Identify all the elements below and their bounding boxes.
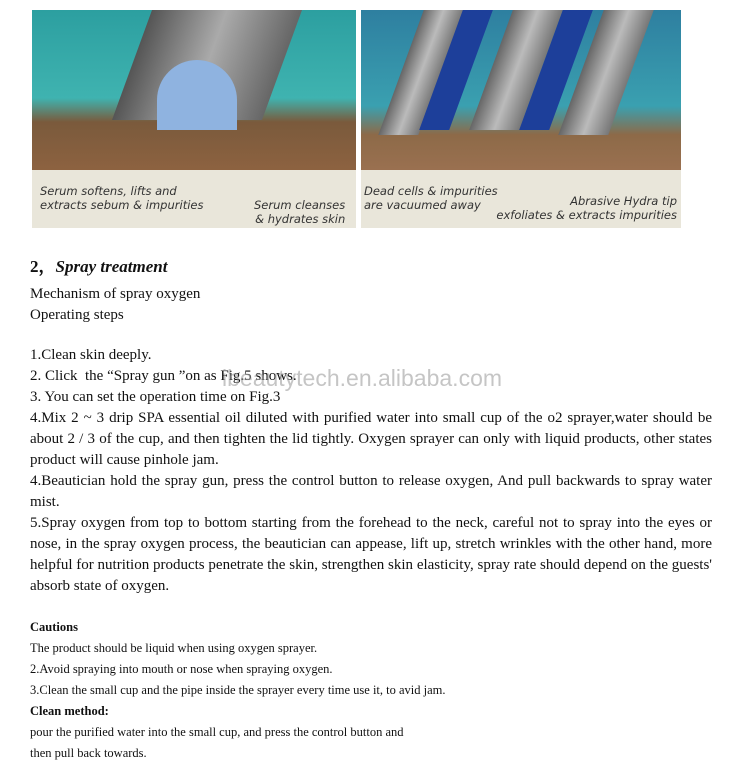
intro-line: Mechanism of spray oxygen [30,286,201,302]
caution-item: 3.Clean the small cup and the pipe inside the sprayer every time use it, to avid jam. [30,683,446,697]
caption: Serum softens, lifts and extracts sebum & impurities [40,184,204,212]
intro-line: Operating steps [30,307,124,323]
caption: Abrasive Hydra tip exfoliates & extracts impurities [496,194,677,222]
caution-item: 2.Avoid spraying into mouth or nose when spraying oxygen. [30,662,333,676]
step: 4.Mix 2 ~ 3 drip SPA essential oil diluted with purified water into small cup of the o2 sprayer,water should be about 2 / 3 of the cup, and then tighten the lid tightly. Oxygen sprayer can only with liquid products, other states product will cause pinhole jam. [30,410,712,468]
cautions-title: Cautions [30,620,78,634]
step: 5.Spray oxygen from top to bottom starting from the forehead to the neck, careful not to spray into the eyes or nose, in the spray oxygen process, the beautician can appease, lift up, stretch wrinkles with the other hand, more helpful for nutrition products penetrate the skin, strengthen skin elasticity, spray rate should depend on the guests' absorb state of oxygen. [30,515,712,594]
clean-line: pour the purified water into the small cup, and press the control button and [30,725,404,739]
step: 1.Clean skin deeply. [30,347,152,363]
clean-method-title: Clean method: [30,704,109,718]
step: 4.Beautician hold the spray gun, press the control button to release oxygen, And pull backwards to spray water mist. [30,473,712,510]
caption: Dead cells & impurities are vacuumed away [364,184,498,212]
step: 3. You can set the operation time on Fig.3 [30,389,281,405]
section-heading: 2，Spray treatment [30,257,168,276]
serum-illustration [32,10,356,170]
figure-serum [32,10,356,228]
watermark: ibeautytech.en.alibaba.com [222,365,503,391]
clean-line: then pull back towards. [30,746,147,760]
hydra-illustration [361,10,681,170]
figure-hydra-tip [361,10,681,228]
caption: Serum cleanses & hydrates skin [254,198,346,226]
step: 2. Click the “Spray gun ”on as Fig.5 shows. [30,368,297,384]
caution-item: The product should be liquid when using oxygen sprayer. [30,641,318,655]
